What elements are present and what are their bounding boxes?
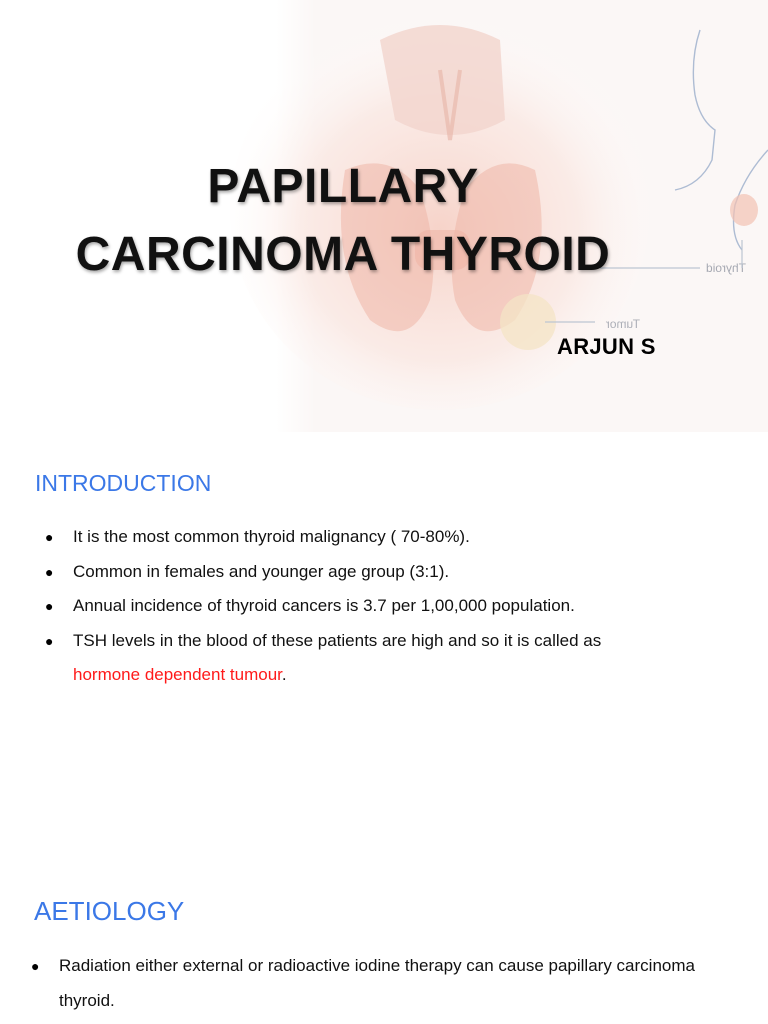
introduction-heading: INTRODUCTION <box>35 470 212 496</box>
bullet-text: Radiation either external or radioactive iodine therapy can cause papillary carcinoma thyroid. <box>59 956 695 1010</box>
thyroid-label: Thyroid <box>705 261 746 275</box>
tumor-label: Tumor <box>605 317 640 331</box>
sentence-end: . <box>281 665 287 684</box>
bullet-text: TSH levels in the blood of these patients are high and so it is called as <box>73 630 602 650</box>
aetiology-heading: AETIOLOGY <box>34 896 185 926</box>
highlighted-term: hormone dependent tumour <box>73 665 282 684</box>
cover-title-line-2: CARCINOMA THYROID <box>75 228 611 281</box>
cover-title-line-1: PAPILLARY <box>207 160 479 213</box>
list-item <box>45 624 713 693</box>
bullet-text: Annual incidence of thyroid cancers is 3.7 per 1,00,000 population. <box>73 596 575 615</box>
list-item <box>31 949 739 1018</box>
bullet-text: It is the most common thyroid malignancy ( 70-80%). <box>73 527 470 546</box>
list-item <box>45 520 713 555</box>
bullet-icon: ● <box>45 632 54 649</box>
list-item <box>45 589 713 624</box>
bullet-icon: ● <box>31 958 40 974</box>
introduction-bullet-list <box>45 520 713 693</box>
aetiology-bullet-list <box>31 949 739 1018</box>
cover-slide <box>0 0 768 432</box>
list-item <box>45 555 713 590</box>
bullet-icon: ● <box>45 598 54 614</box>
bullet-icon: ● <box>45 563 54 580</box>
author-name: ARJUN S <box>557 334 656 359</box>
bullet-icon: ● <box>45 529 54 545</box>
bullet-text: Common in females and younger age group (3:1). <box>73 561 450 581</box>
